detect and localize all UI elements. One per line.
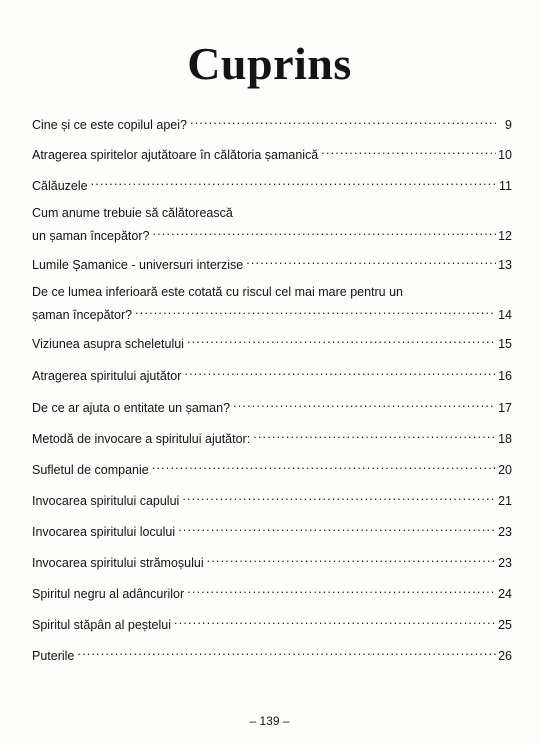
toc-page-number: 16 bbox=[498, 369, 512, 383]
toc-entry-title: Atragerea spiritului ajutător bbox=[32, 369, 182, 383]
dot-leader bbox=[253, 425, 496, 443]
toc-entry-line bbox=[32, 222, 512, 245]
toc-entry-title: Invocarea spiritului strămoșului bbox=[32, 556, 204, 570]
page-title: Cuprins bbox=[187, 38, 352, 89]
toc-entry-title: Metodă de invocare a spiritului ajutător: bbox=[32, 432, 251, 446]
dot-leader bbox=[152, 222, 496, 240]
toc-entry-line bbox=[32, 611, 512, 634]
toc-page-number: 15 bbox=[498, 337, 512, 351]
toc-entry bbox=[32, 611, 512, 634]
toc-page-number: 23 bbox=[498, 556, 512, 570]
toc-entry-title: Spiritul stăpân al peștelui bbox=[32, 618, 171, 632]
toc-page-number: 14 bbox=[498, 308, 512, 322]
toc-entry-line bbox=[32, 283, 512, 301]
toc-page-number: 26 bbox=[498, 649, 512, 663]
toc-entry-title: un șaman începător? bbox=[32, 229, 150, 243]
toc-entry-line bbox=[32, 518, 512, 541]
toc-page-number: 11 bbox=[499, 179, 512, 193]
toc-page-number: 17 bbox=[498, 401, 512, 415]
toc-page-number: 21 bbox=[498, 494, 512, 508]
dot-leader bbox=[321, 141, 496, 159]
toc-entry-line bbox=[32, 425, 512, 448]
toc-entry-title: șaman începător? bbox=[32, 308, 133, 322]
dot-leader bbox=[152, 456, 496, 474]
toc-page-number: 12 bbox=[498, 229, 512, 243]
toc-entry-line bbox=[32, 642, 512, 665]
toc-entry-title: Atragerea spiritelor ajutătoare în călătoria șamanică bbox=[32, 148, 319, 162]
toc-entry bbox=[32, 394, 512, 417]
toc-entry-title: Lumile Șamanice - universuri interzise bbox=[32, 258, 244, 272]
dot-leader bbox=[77, 642, 496, 660]
toc-entry bbox=[32, 580, 512, 603]
toc-entry-title: Călăuzele bbox=[32, 179, 88, 193]
toc-page-number: 24 bbox=[498, 587, 512, 601]
toc-page-number: 10 bbox=[498, 148, 512, 162]
toc-entry bbox=[32, 642, 512, 665]
toc-entry-title: Sufletul de companie bbox=[32, 463, 149, 477]
toc-entry-title: Invocarea spiritului locului bbox=[32, 525, 176, 539]
toc-entry bbox=[32, 518, 512, 541]
toc-page-number: 18 bbox=[498, 432, 512, 446]
toc-entry-line bbox=[32, 141, 512, 164]
dot-leader bbox=[182, 487, 496, 505]
toc-entry-line bbox=[32, 549, 512, 572]
toc-entry bbox=[32, 487, 512, 510]
toc-entry-line bbox=[32, 394, 512, 417]
toc-entry-title: Cum anume trebuie să călătorească bbox=[32, 206, 233, 220]
toc-entry-line bbox=[32, 301, 512, 324]
toc-page-number: 13 bbox=[498, 258, 512, 272]
toc-entry-line bbox=[32, 111, 512, 134]
toc-entry bbox=[32, 362, 512, 385]
toc-entry bbox=[32, 172, 512, 195]
toc-page-number: 23 bbox=[498, 525, 512, 539]
toc-entry-line bbox=[32, 204, 512, 222]
dot-leader bbox=[233, 394, 496, 412]
toc-entry-title: Viziunea asupra scheletului bbox=[32, 337, 184, 351]
toc-page-number: 25 bbox=[498, 618, 512, 632]
toc-entry-line bbox=[32, 251, 512, 274]
toc-entry bbox=[32, 141, 512, 164]
toc-entry-title: Spiritul negru al adâncurilor bbox=[32, 587, 185, 601]
dot-leader bbox=[187, 330, 496, 348]
toc-entry-line bbox=[32, 580, 512, 603]
toc-entry bbox=[32, 549, 512, 572]
toc-entry bbox=[32, 330, 512, 353]
dot-leader bbox=[178, 518, 496, 536]
dot-leader bbox=[91, 172, 496, 190]
dot-leader bbox=[207, 549, 496, 567]
toc-page-number: 9 bbox=[505, 118, 512, 132]
toc-page-number: 20 bbox=[498, 463, 512, 477]
toc-entry bbox=[32, 456, 512, 479]
dot-leader bbox=[190, 111, 496, 129]
toc-entry-title: Cine și ce este copilul apei? bbox=[32, 118, 187, 132]
toc-entry-title: De ce ar ajuta o entitate un șaman? bbox=[32, 401, 231, 415]
toc-entry bbox=[32, 111, 512, 134]
dot-leader bbox=[246, 251, 496, 269]
toc-entry-line bbox=[32, 362, 512, 385]
toc-entry-title: Puterile bbox=[32, 649, 75, 663]
toc-entry bbox=[32, 251, 512, 274]
toc-entry-line bbox=[32, 456, 512, 479]
toc-entry-line bbox=[32, 172, 512, 195]
toc-entry bbox=[32, 425, 512, 448]
toc-entry-title: De ce lumea inferioară este cotată cu riscul cel mai mare pentru un bbox=[32, 285, 404, 299]
dot-leader bbox=[135, 301, 496, 319]
dot-leader bbox=[174, 611, 496, 629]
toc-entry-title: Invocarea spiritului capului bbox=[32, 494, 180, 508]
toc-entry bbox=[32, 283, 512, 324]
toc-entry-line bbox=[32, 330, 512, 353]
toc-entry-line bbox=[32, 487, 512, 510]
dot-leader bbox=[184, 362, 496, 380]
page-number-footer: – 139 – bbox=[249, 714, 290, 728]
dot-leader bbox=[187, 580, 496, 598]
toc-entry bbox=[32, 204, 512, 245]
